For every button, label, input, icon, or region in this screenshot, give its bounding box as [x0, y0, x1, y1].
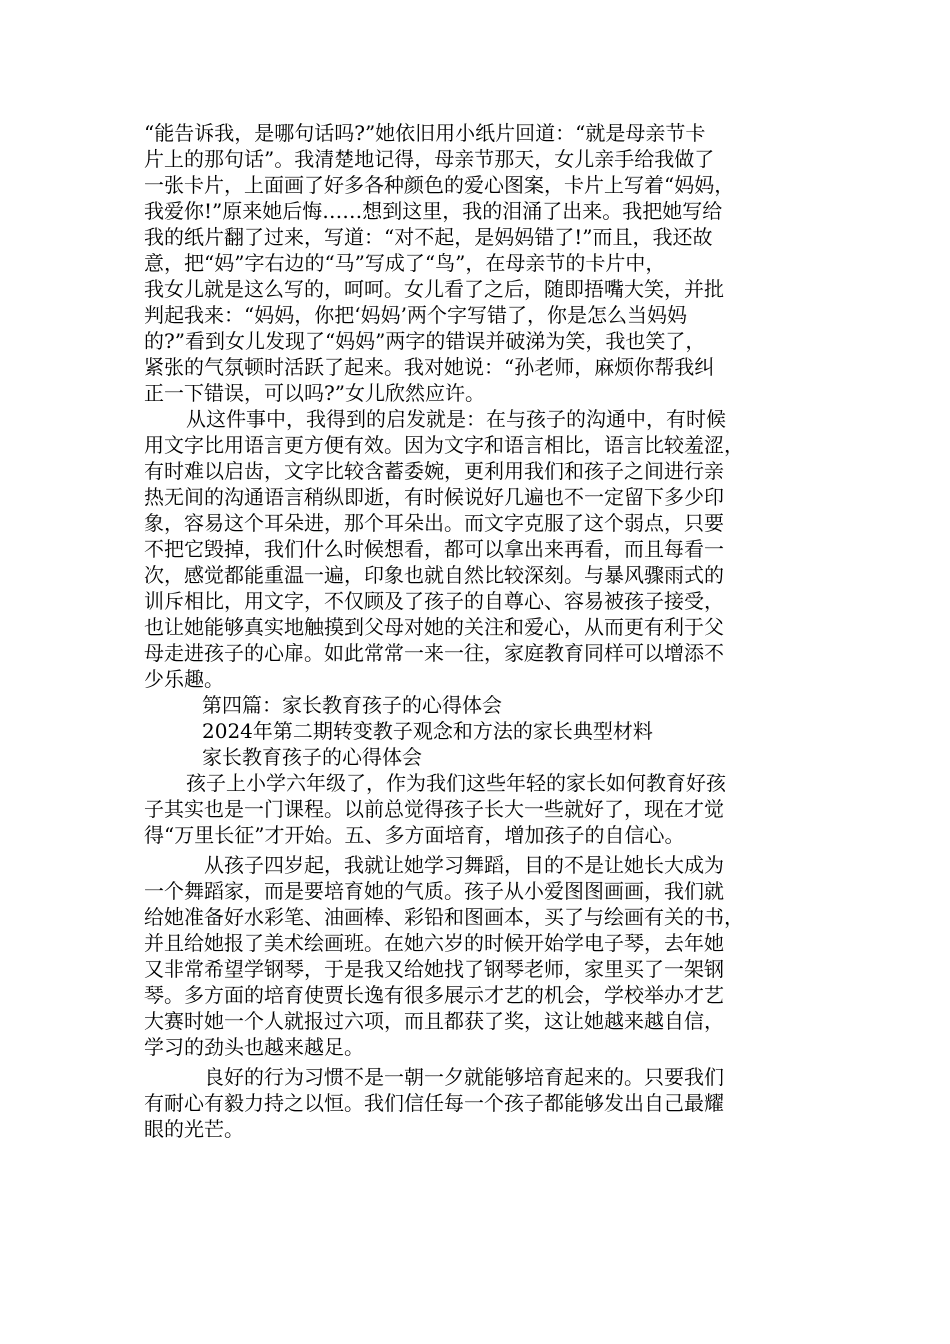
text-line: 得“万里长征”才开始。五、多方面培育，增加孩子的自信心。 [144, 823, 685, 847]
text-line: 并且给她报了美术绘画班。在她六岁的时候开始学电子琴，去年她 [144, 931, 724, 955]
text-line: 意，把“妈”字右边的“马”写成了“鸟”，在母亲节的卡片中， [144, 251, 666, 275]
text-line: 用文字比用语言更方便有效。因为文字和语言相比，语言比较羞涩， [144, 433, 744, 457]
paragraph-talents [144, 852, 824, 1060]
text-line: 从这件事中，我得到的启发就是：在与孩子的沟通中，有时候 [186, 407, 726, 431]
text-line: 象，容易这个耳朵进，那个耳朵出。而文字克服了这个弱点，只要 [144, 511, 724, 535]
text-line: 第四篇：家长教育孩子的心得体会 [202, 693, 502, 717]
section-heading [144, 692, 824, 718]
text-line: 大赛时她一个人就报过六项，而且都获了奖，这让她越来越自信， [144, 1009, 724, 1033]
text-line: 紧张的气氛顿时活跃了起来。我对她说：“孙老师，麻烦你帮我纠 [144, 355, 715, 379]
text-line: 孩子上小学六年级了，作为我们这些年轻的家长如何教育好孩 [186, 771, 726, 795]
text-line: 正一下错误，可以吗?”女儿欣然应许。 [144, 381, 485, 405]
document-page [144, 120, 824, 1142]
text-line: 家长教育孩子的心得体会 [202, 745, 422, 769]
text-line: 母走进孩子的心扉。如此常常一来一往，家庭教育同样可以增添不 [144, 641, 724, 665]
text-line: 有耐心有毅力持之以恒。我们信任每一个孩子都能够发出自己最耀 [144, 1091, 724, 1115]
paragraph-insight [144, 406, 824, 692]
text-line: 我爱你!”原来她后悔……想到这里，我的泪涌了出来。我把她写给 [144, 199, 723, 223]
text-line: 眼的光芒。 [144, 1117, 244, 1141]
text-line: 的?”看到女儿发现了“妈妈”两字的错误并破涕为笑，我也笑了， [144, 329, 706, 353]
text-line: 少乐趣。 [144, 667, 224, 691]
text-line: 一个舞蹈家，而是要培育她的气质。孩子从小爱图图画画，我们就 [144, 879, 724, 903]
text-line: 训斥相比，用文字，不仅顾及了孩子的自尊心、容易被孩子接受， [144, 589, 724, 613]
text-line: 不把它毁掉，我们什么时候想看，都可以拿出来再看，而且每看一 [144, 537, 724, 561]
paragraph-conclusion [144, 1064, 824, 1142]
text-line: 又非常希望学钢琴，于是我又给她找了钢琴老师，家里买了一架钢 [144, 957, 724, 981]
text-line: “能告诉我，是哪句话吗?”她依旧用小纸片回道：“就是母亲节卡 [144, 121, 706, 145]
text-line: 子其实也是一门课程。以前总觉得孩子长大一些就好了，现在才觉 [144, 797, 724, 821]
text-line: 2024年第二期转变教子观念和方法的家长典型材料 [202, 719, 653, 743]
text-line: 我的纸片翻了过来，写道：“对不起，是妈妈错了!”而且，我还故 [144, 225, 713, 249]
text-line: 给她准备好水彩笔、油画棒、彩铅和图画本，买了与绘画有关的书， [144, 905, 744, 929]
text-line: 我女儿就是这么写的，呵呵。女儿看了之后，随即捂嘴大笑，并批 [144, 277, 724, 301]
paragraph-card-story [144, 120, 824, 406]
section-title [144, 744, 824, 770]
text-line: 一张卡片，上面画了好多各种颜色的爱心图案，卡片上写着“妈妈， [144, 173, 735, 197]
section-subheading [144, 718, 824, 744]
text-line: 良好的行为习惯不是一朝一夕就能够培育起来的。只要我们 [204, 1065, 724, 1089]
text-line: 片上的那句话”。我清楚地记得，母亲节那天，女儿亲手给我做了 [144, 147, 715, 171]
text-line: 琴。多方面的培育使贾长逸有很多展示才艺的机会，学校举办才艺 [144, 983, 724, 1007]
text-line: 也让她能够真实地触摸到父母对她的关注和爱心，从而更有利于父 [144, 615, 724, 639]
text-line: 判起我来：“妈妈，你把‘妈妈’两个字写错了，你是怎么当妈妈 [144, 303, 687, 327]
text-line: 学习的劲头也越来越足。 [144, 1035, 364, 1059]
paragraph-intro [144, 770, 824, 848]
text-line: 次，感觉都能重温一遍，印象也就自然比较深刻。与暴风骤雨式的 [144, 563, 724, 587]
text-line: 有时难以启齿，文字比较含蓄委婉，更利用我们和孩子之间进行亲 [144, 459, 724, 483]
text-line: 从孩子四岁起，我就让她学习舞蹈，目的不是让她长大成为 [204, 853, 724, 877]
text-line: 热无间的沟通语言稍纵即逝，有时候说好几遍也不一定留下多少印 [144, 485, 724, 509]
